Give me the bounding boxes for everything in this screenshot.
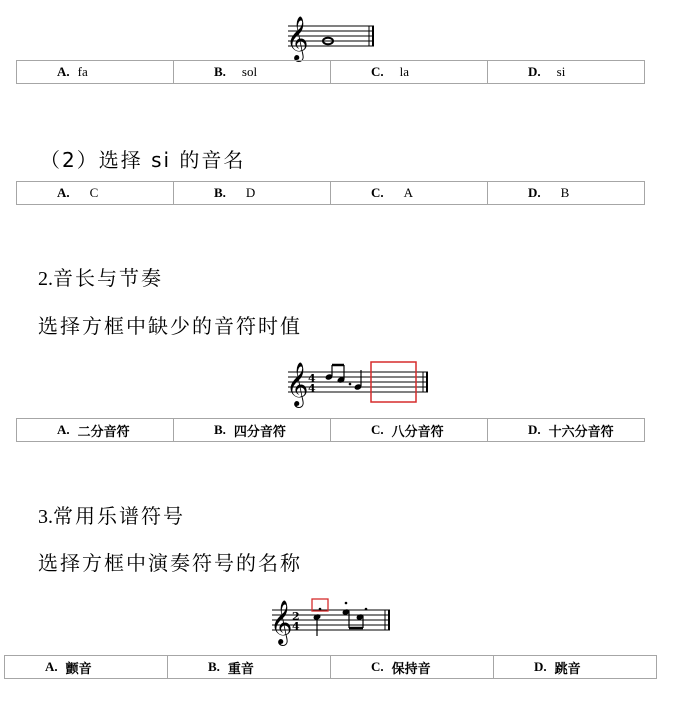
staff-whole-note [286,12,378,62]
section3-title: 常用乐谱符号 [53,504,185,528]
section3-option-d-text: 跳音 [554,661,581,677]
section3-prompt: 选择方框中演奏符号的名称 [38,551,302,575]
time-signature-bottom: 4 [308,382,316,395]
q1-option-a-text: fa [77,64,88,79]
q1-option-a[interactable]: A . fa [17,61,174,84]
q1-option-d-text: si [556,64,566,79]
q1-options-table [16,60,645,84]
section3-option-d[interactable]: D . 跳音 [494,656,657,679]
q2-option-c-text: A [403,185,414,200]
q1-option-c[interactable]: C . la [331,61,488,84]
section2-option-c[interactable]: C . 八分音符 [331,419,488,442]
q1-option-d[interactable]: D . si [488,61,645,84]
q1-option-c-text: la [399,64,410,79]
section3-option-a-text: 颤音 [65,661,92,677]
section2-option-d[interactable]: D . 十六分音符 [488,419,645,442]
section2-option-a[interactable]: A . 二分音符 [17,419,174,442]
section2-option-b-text: 四分音符 [233,424,286,440]
section2-prompt: 选择方框中缺少的音符时值 [38,314,302,338]
section3-num: 3. [38,506,53,528]
section2-option-b[interactable]: B . 四分音符 [174,419,331,442]
q1-option-b-text: sol [241,64,258,79]
staccato-dot-icon [345,602,348,605]
treble-clef-icon: 𝄞 [286,362,309,406]
q1-option-b[interactable]: B . sol [174,61,331,84]
treble-clef-icon: 𝄞 [286,16,309,60]
q2-option-b[interactable]: B . D [174,182,331,205]
section3-options-table [4,655,657,679]
section3-option-b[interactable]: B . 重音 [168,656,331,679]
q2-option-c[interactable]: C . A [331,182,488,205]
section3-option-c-text: 保持音 [391,661,431,677]
q2-options-table [16,181,645,205]
section2-option-d-text: 十六分音符 [548,424,614,440]
section3-option-c[interactable]: C . 保持音 [331,656,494,679]
q2-prompt [40,144,245,173]
q2-option-a[interactable]: A . C [17,182,174,205]
q2-option-d[interactable]: D . B [488,182,645,205]
q2-prompt-text: 选择 si 的音名 [98,148,246,172]
staccato-dot-icon [365,608,368,611]
staccato-dot-icon [319,608,322,611]
section2-option-c-text: 八分音符 [391,424,444,440]
section3-option-a[interactable]: A . 颤音 [5,656,168,679]
q2-option-a-text: C [89,185,99,200]
q2-option-d-text: B [560,185,570,200]
section3-heading [38,500,185,529]
treble-clef-icon: 𝄞 [270,600,293,644]
time-signature-bottom: 4 [292,620,300,633]
staff-articulation [270,594,394,646]
section2-option-a-text: 二分音符 [77,424,130,440]
section2-title: 音长与节奏 [53,266,163,290]
section2-num: 2. [38,268,53,290]
q2-prompt-num: （2） [40,148,99,172]
q2-option-b-text: D [245,185,256,200]
section2-options-table [16,418,645,442]
section2-heading [38,262,163,291]
dot-icon [349,383,352,386]
time-signature-top: 4 [308,372,316,385]
section3-option-b-text: 重音 [227,661,254,677]
time-signature-top: 2 [292,610,300,623]
staff-rhythm [286,360,432,408]
